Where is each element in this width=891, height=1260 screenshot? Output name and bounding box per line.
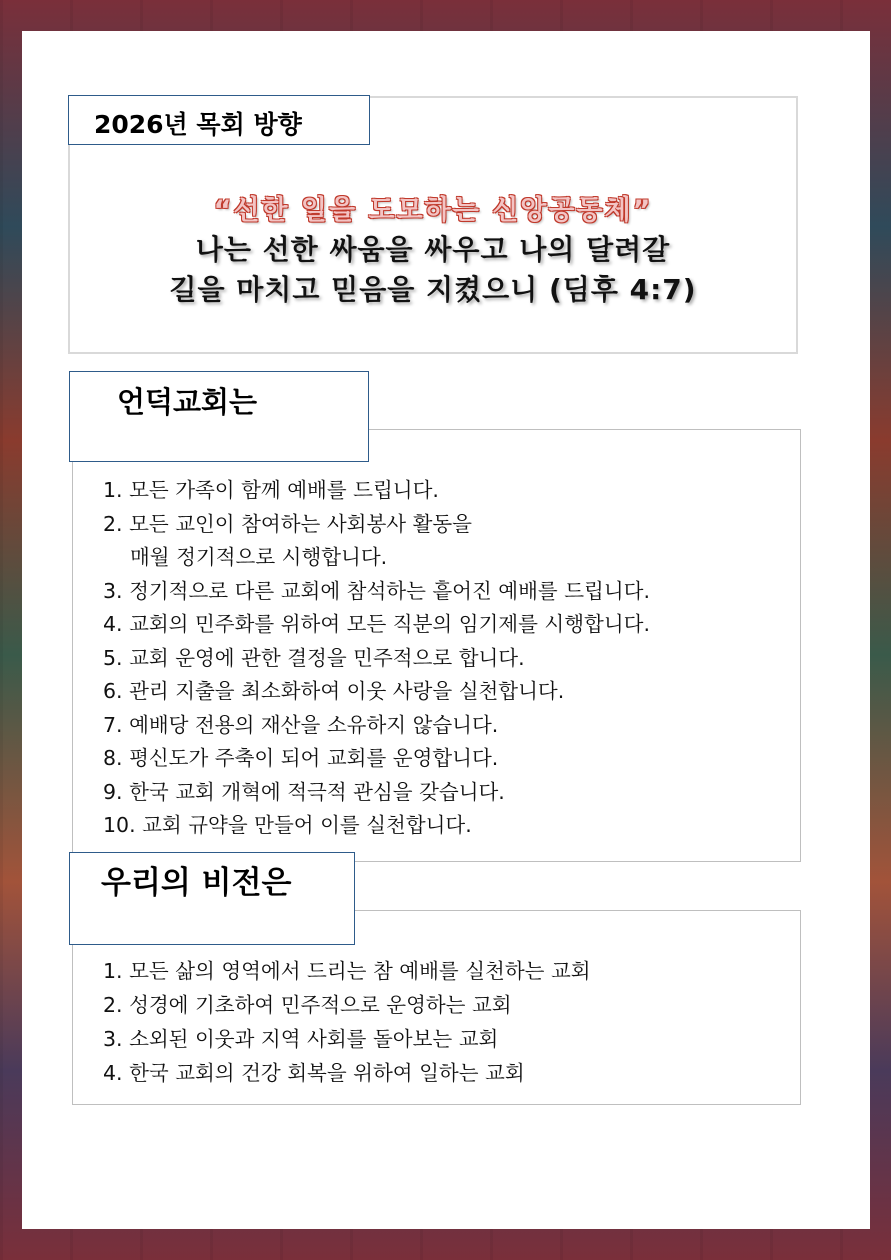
- list-item: 매월 정기적으로 시행합니다.: [130, 545, 388, 569]
- church-title: 언덕교회는: [117, 385, 258, 419]
- list-item: 10. 교회 규약을 만들어 이를 실천합니다.: [103, 813, 472, 837]
- vision-title: 우리의 비전은: [101, 865, 292, 901]
- list-item: 3. 정기적으로 다른 교회에 참석하는 흩어진 예배를 드립니다.: [103, 578, 650, 603]
- vision-title-tab: [69, 852, 355, 945]
- church-title-tab: [69, 371, 369, 462]
- church-list: [103, 474, 650, 843]
- motto-text: “선한 일을 도모하는 신앙공동체”: [213, 195, 653, 226]
- list-item: 4. 교회의 민주화를 위하여 모든 직분의 임기제를 시행합니다.: [103, 612, 650, 636]
- list-item: 8. 평신도가 주축이 되어 교회를 운영합니다.: [103, 746, 499, 770]
- direction-title: 2026년 목회 방향: [94, 110, 302, 139]
- list-item: 4. 한국 교회의 건강 회복을 위하여 일하는 교회: [103, 1061, 525, 1085]
- list-item: 2. 성경에 기초하여 민주적으로 운영하는 교회: [103, 993, 512, 1017]
- vision-list: [103, 954, 591, 1090]
- verse-line-1: 나는 선한 싸움을 싸우고 나의 달려갈: [195, 233, 671, 266]
- list-item: 2. 모든 교인이 참여하는 사회봉사 활동을: [103, 511, 472, 536]
- list-item: 1. 모든 가족이 함께 예배를 드립니다.: [103, 478, 439, 502]
- verse-line-2: 길을 마치고 믿음을 지켰으니 (딤후 4:7): [169, 273, 697, 306]
- list-item: 1. 모든 삶의 영역에서 드리는 참 예배를 실천하는 교회: [103, 959, 591, 983]
- list-item: 3. 소외된 이웃과 지역 사회를 돌아보는 교회: [103, 1027, 499, 1051]
- list-item: 5. 교회 운영에 관한 결정을 민주적으로 합니다.: [103, 645, 525, 670]
- direction-title-tab: [68, 95, 370, 145]
- list-item: 9. 한국 교회 개혁에 적극적 관심을 갖습니다.: [103, 779, 505, 804]
- list-item: 7. 예배당 전용의 재산을 소유하지 않습니다.: [103, 712, 499, 737]
- list-item: 6. 관리 지출을 최소화하여 이웃 사랑을 실천합니다.: [103, 679, 565, 703]
